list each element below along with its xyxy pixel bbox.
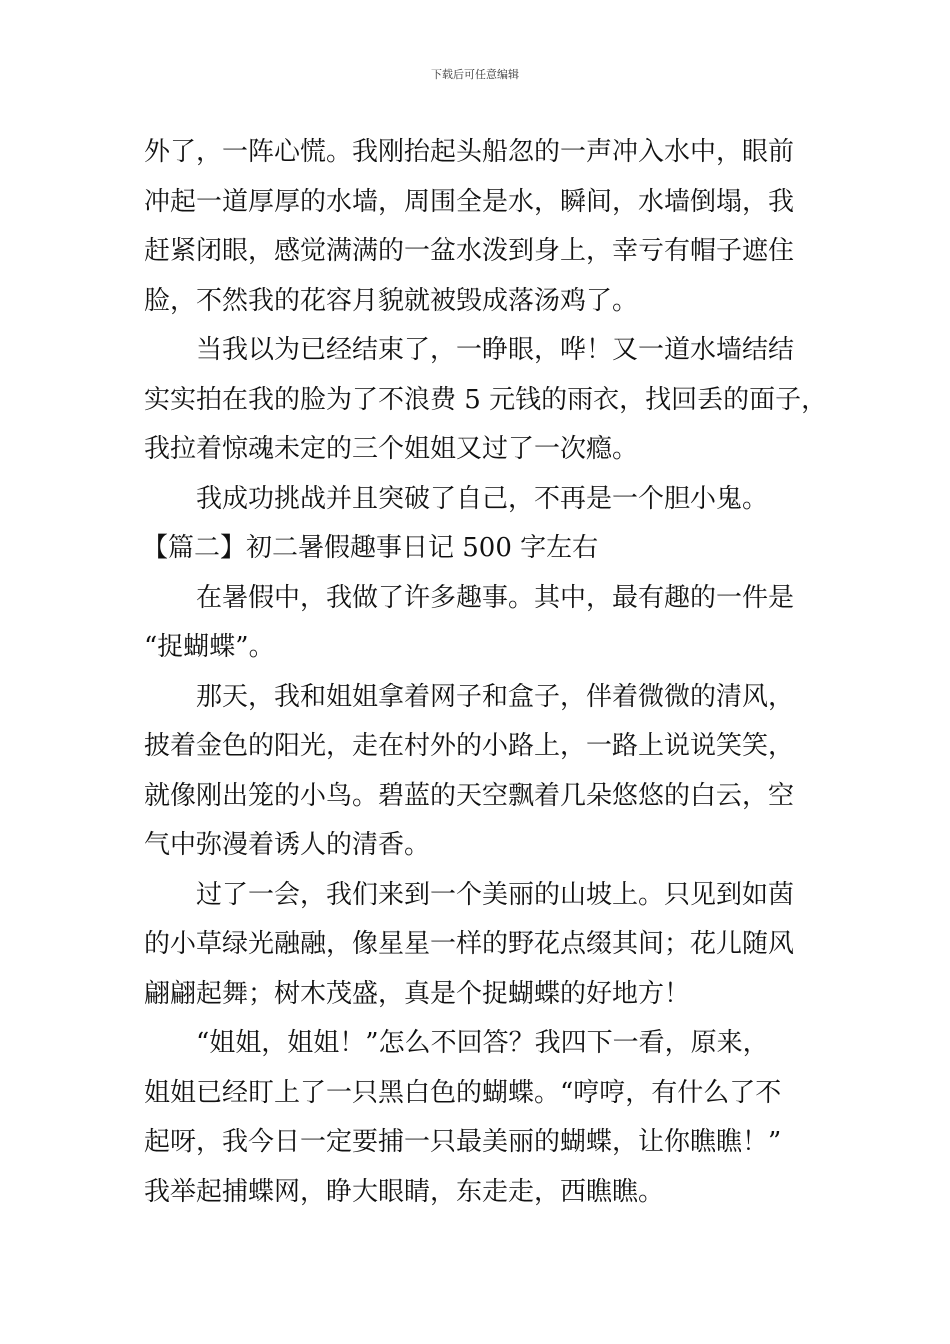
text-line: 实实拍在我的脸为了不浪费 5 元钱的雨衣，找回丢的面子， <box>144 384 828 415</box>
text-line: 翩翩起舞；树木茂盛，真是个捉蝴蝶的好地方！ <box>144 978 691 1009</box>
paragraph-first-line: “姐姐，姐姐！”怎么不回答？我四下一看，原来， <box>196 1028 769 1058</box>
text-line: 外了，一阵心慌。我刚抬起头船忽的一声冲入水中，眼前 <box>144 137 795 167</box>
text-line: 脸，不然我的花容月貌就被毁成落汤鸡了。 <box>144 285 639 316</box>
text-line: 我举起捕蝶网，睁大眼睛，东走走，西瞧瞧。 <box>144 1176 665 1207</box>
text-line: 就像刚出笼的小鸟。碧蓝的天空飘着几朵悠悠的白云，空 <box>144 780 795 811</box>
text-line: 气中弥漫着诱人的清香。 <box>144 830 431 860</box>
text-line: 披着金色的阳光，走在村外的小路上，一路上说说笑笑， <box>144 731 795 761</box>
paragraph-first-line: 我成功挑战并且突破了自己，不再是一个胆小鬼。 <box>196 483 769 514</box>
text-line: 起呀，我今日一定要捕一只最美丽的蝴蝶，让你瞧瞧！” <box>144 1127 782 1157</box>
text-line: 冲起一道厚厚的水墙，周围全是水，瞬间，水墙倒塌，我 <box>144 186 795 217</box>
text-line: 的小草绿光融融，像星星一样的野花点缀其间；花儿随风 <box>144 929 795 959</box>
paragraph-first-line: 那天，我和姐姐拿着网子和盒子，伴着微微的清风， <box>196 681 795 712</box>
page-header: 下载后可任意编辑 <box>431 68 519 81</box>
text-line: “捉蝴蝶”。 <box>144 632 275 662</box>
section-heading: 【篇二】初二暑假趣事日记 500 字左右 <box>142 533 599 563</box>
paragraph-first-line: 当我以为已经结束了，一睁眼，哗！又一道水墙结结 <box>196 335 795 365</box>
paragraph-first-line: 过了一会，我们来到一个美丽的山坡上。只见到如茵 <box>196 879 795 910</box>
paragraph-first-line: 在暑假中，我做了许多趣事。其中，最有趣的一件是 <box>196 582 795 613</box>
text-line: 我拉着惊魂未定的三个姐姐又过了一次瘾。 <box>144 434 639 464</box>
text-line: 姐姐已经盯上了一只黑白色的蝴蝶。“哼哼，有什么了不 <box>144 1077 782 1108</box>
text-line: 赶紧闭眼，感觉满满的一盆水泼到身上，幸亏有帽子遮住 <box>144 236 795 266</box>
document-body <box>142 128 828 1217</box>
